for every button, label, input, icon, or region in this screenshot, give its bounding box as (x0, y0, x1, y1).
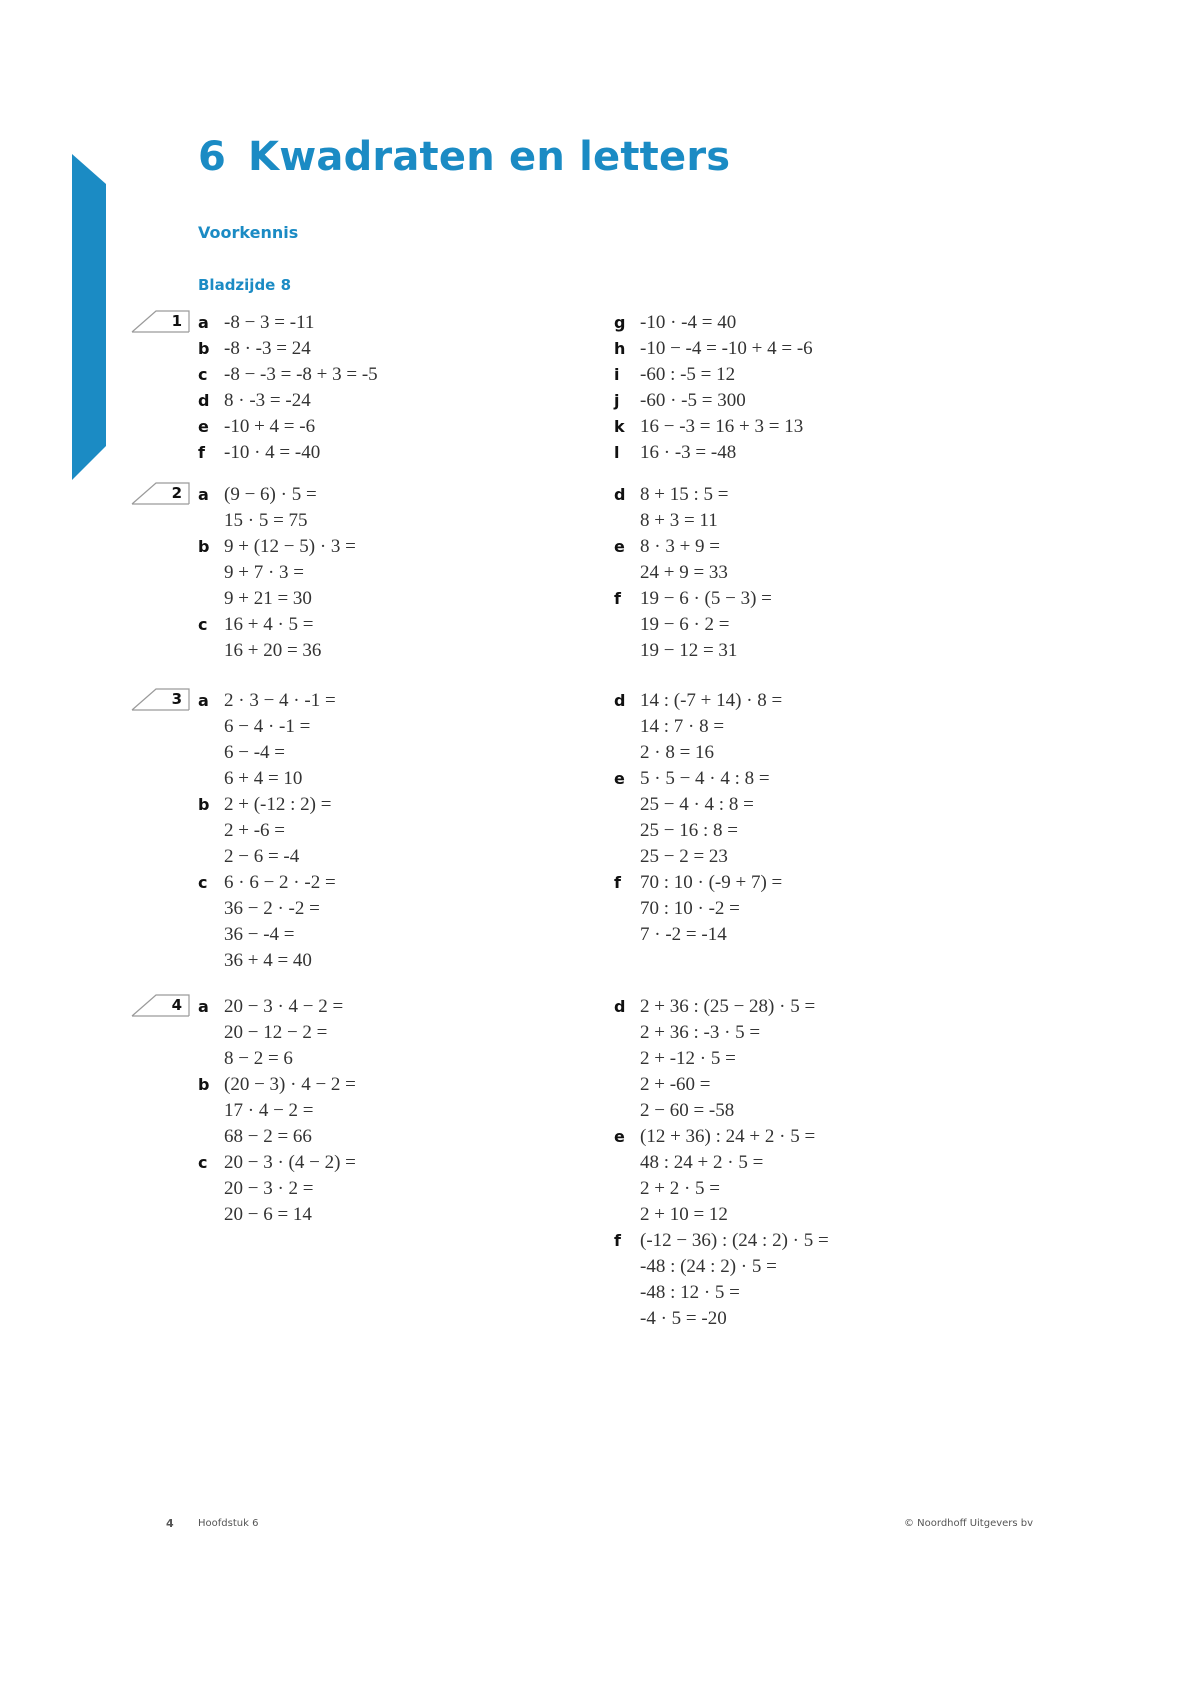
exercise-part-g (614, 310, 813, 336)
exercise-column-left (198, 688, 336, 974)
exercise-part-b (198, 336, 378, 362)
calculation-line: 2 · 8 = 16 (640, 742, 715, 763)
part-letter: d (614, 997, 626, 1016)
exercise-column-right (614, 482, 772, 664)
calculation-line: 2 · 3 − 4 · -1 = (224, 690, 336, 711)
exercise-part-b (198, 792, 336, 870)
exercise-part-i (614, 362, 813, 388)
exercise-part-f (614, 1228, 829, 1332)
part-letter: l (614, 443, 620, 462)
exercise-part-b (198, 1072, 356, 1150)
calculation-line: 15 · 5 = 75 (224, 510, 308, 531)
part-letter: g (614, 313, 626, 332)
exercise-number: 2 (171, 484, 182, 502)
calculation-line: -60 · -5 = 300 (640, 390, 746, 411)
calculation-line: 8 − 2 = 6 (224, 1048, 293, 1069)
exercise-column-left (198, 310, 378, 466)
calculation-line: 14 : 7 · 8 = (640, 716, 725, 737)
exercise-part-l (614, 440, 813, 466)
part-letter: f (614, 873, 621, 892)
exercise-part-d (198, 388, 378, 414)
calculation-line: 19 − 6 · 2 = (640, 614, 730, 635)
calculation-line: 24 + 9 = 33 (640, 562, 728, 583)
exercise-part-h (614, 336, 813, 362)
exercise-number: 1 (171, 312, 182, 330)
calculation-line: -10 · 4 = -40 (224, 442, 321, 463)
chapter-title-text: Kwadraten en letters (248, 134, 731, 180)
exercise-column-left (198, 482, 356, 664)
calculation-line: 9 + (12 − 5) · 3 = (224, 536, 356, 557)
exercise-number-badge (130, 994, 190, 1018)
calculation-line: 8 · 3 + 9 = (640, 536, 721, 557)
exercise-part-a (198, 310, 378, 336)
part-letter: d (614, 691, 626, 710)
calculation-line: 19 − 12 = 31 (640, 640, 738, 661)
exercise-column-right (614, 688, 782, 948)
calculation-line: 8 · -3 = -24 (224, 390, 311, 411)
part-letter: b (198, 339, 210, 358)
calculation-line: 2 + -6 = (224, 820, 286, 841)
calculation-line: 2 − 60 = -58 (640, 1100, 735, 1121)
calculation-line: 2 + 36 : (25 − 28) · 5 = (640, 996, 816, 1017)
calculation-line: -10 + 4 = -6 (224, 416, 316, 437)
calculation-line: 8 + 3 = 11 (640, 510, 718, 531)
part-letter: e (614, 1127, 625, 1146)
exercise-part-c (198, 612, 356, 664)
exercise-part-d (614, 994, 829, 1124)
part-letter: f (198, 443, 205, 462)
calculation-line: 6 − -4 = (224, 742, 286, 763)
exercise-part-k (614, 414, 813, 440)
calculation-line: 36 − -4 = (224, 924, 295, 945)
calculation-line: 2 + (-12 : 2) = (224, 794, 332, 815)
exercise-part-f (198, 440, 378, 466)
exercise-number-badge (130, 310, 190, 334)
calculation-line: 16 − -3 = 16 + 3 = 13 (640, 416, 804, 437)
calculation-line: (20 − 3) · 4 − 2 = (224, 1074, 356, 1095)
exercise-part-a (198, 994, 356, 1072)
part-letter: b (198, 1075, 210, 1094)
part-letter: a (198, 485, 209, 504)
exercise-part-c (198, 870, 336, 974)
part-letter: b (198, 795, 210, 814)
calculation-line: 25 − 2 = 23 (640, 846, 728, 867)
part-letter: f (614, 589, 621, 608)
calculation-line: 20 − 6 = 14 (224, 1204, 312, 1225)
exercise-part-a (198, 482, 356, 534)
footer-chapter: Hoofdstuk 6 (198, 1518, 259, 1529)
calculation-line: 25 − 16 : 8 = (640, 820, 738, 841)
part-letter: e (614, 769, 625, 788)
calculation-line: 20 − 3 · 4 − 2 = (224, 996, 344, 1017)
part-letter: h (614, 339, 626, 358)
calculation-line: (9 − 6) · 5 = (224, 484, 317, 505)
calculation-line: 8 + 15 : 5 = (640, 484, 729, 505)
part-letter: c (198, 615, 208, 634)
part-letter: d (198, 391, 210, 410)
exercise-part-c (198, 362, 378, 388)
exercise-number: 4 (171, 996, 182, 1014)
calculation-line: -10 − -4 = -10 + 4 = -6 (640, 338, 813, 359)
exercise-number-badge (130, 482, 190, 506)
calculation-line: 6 · 6 − 2 · -2 = (224, 872, 336, 893)
calculation-line: 2 + 2 · 5 = (640, 1178, 721, 1199)
exercise-part-e (614, 1124, 829, 1228)
exercise-part-b (198, 534, 356, 612)
calculation-line: 14 : (-7 + 14) · 8 = (640, 690, 783, 711)
calculation-line: 7 · -2 = -14 (640, 924, 727, 945)
calculation-line: 20 − 3 · (4 − 2) = (224, 1152, 356, 1173)
calculation-line: -4 · 5 = -20 (640, 1308, 727, 1329)
part-letter: e (198, 417, 209, 436)
calculation-line: 2 + -12 · 5 = (640, 1048, 736, 1069)
calculation-line: 6 + 4 = 10 (224, 768, 303, 789)
calculation-line: -60 : -5 = 12 (640, 364, 736, 385)
calculation-line: 2 + -60 = (640, 1074, 711, 1095)
calculation-line: 2 + 36 : -3 · 5 = (640, 1022, 761, 1043)
calculation-line: 16 + 20 = 36 (224, 640, 322, 661)
calculation-line: 2 − 6 = -4 (224, 846, 300, 867)
exercise-number-badge (130, 688, 190, 712)
exercise-part-c (198, 1150, 356, 1228)
exercise-part-f (614, 870, 782, 948)
calculation-line: (12 + 36) : 24 + 2 · 5 = (640, 1126, 816, 1147)
exercise-part-a (198, 688, 336, 792)
part-letter: c (198, 365, 208, 384)
calculation-line: 6 − 4 · -1 = (224, 716, 311, 737)
part-letter: d (614, 485, 626, 504)
exercise-part-d (614, 482, 772, 534)
calculation-line: -48 : (24 : 2) · 5 = (640, 1256, 777, 1277)
calculation-line: -8 − 3 = -11 (224, 312, 315, 333)
exercise-number: 3 (171, 690, 182, 708)
footer-page-number: 4 (166, 1517, 174, 1530)
chapter-number: 6 (198, 134, 227, 180)
calculation-line: 20 − 3 · 2 = (224, 1178, 314, 1199)
section-heading: Voorkennis (198, 223, 299, 242)
calculation-line: 36 + 4 = 40 (224, 950, 312, 971)
part-letter: e (614, 537, 625, 556)
calculation-line: 17 · 4 − 2 = (224, 1100, 314, 1121)
part-letter: c (198, 873, 208, 892)
calculation-line: 19 − 6 · (5 − 3) = (640, 588, 772, 609)
calculation-line: -8 − -3 = -8 + 3 = -5 (224, 364, 378, 385)
calculation-line: 9 + 21 = 30 (224, 588, 312, 609)
page-reference: Bladzijde 8 (198, 276, 292, 294)
part-letter: f (614, 1231, 621, 1250)
exercise-part-e (614, 766, 782, 870)
calculation-line: 70 : 10 · -2 = (640, 898, 740, 919)
calculation-line: 70 : 10 · (-9 + 7) = (640, 872, 783, 893)
calculation-line: 36 − 2 · -2 = (224, 898, 320, 919)
part-letter: a (198, 997, 209, 1016)
calculation-line: 25 − 4 · 4 : 8 = (640, 794, 754, 815)
exercise-column-right (614, 310, 813, 466)
exercise-part-f (614, 586, 772, 664)
exercise-part-e (198, 414, 378, 440)
part-letter: c (198, 1153, 208, 1172)
calculation-line: 68 − 2 = 66 (224, 1126, 312, 1147)
part-letter: k (614, 417, 625, 436)
exercise-part-d (614, 688, 782, 766)
calculation-line: 5 · 5 − 4 · 4 : 8 = (640, 768, 770, 789)
calculation-line: (-12 − 36) : (24 : 2) · 5 = (640, 1230, 829, 1251)
footer-copyright: © Noordhoff Uitgevers bv (904, 1518, 1034, 1529)
calculation-line: 2 + 10 = 12 (640, 1204, 728, 1225)
calculation-line: 16 · -3 = -48 (640, 442, 737, 463)
part-letter: i (614, 365, 620, 384)
calculation-line: 9 + 7 · 3 = (224, 562, 305, 583)
calculation-line: -10 · -4 = 40 (640, 312, 737, 333)
exercise-part-j (614, 388, 813, 414)
calculation-line: -8 · -3 = 24 (224, 338, 311, 359)
chapter-title (198, 134, 730, 180)
calculation-line: 48 : 24 + 2 · 5 = (640, 1152, 764, 1173)
exercise-part-e (614, 534, 772, 586)
calculation-line: 16 + 4 · 5 = (224, 614, 314, 635)
part-letter: a (198, 313, 209, 332)
exercise-column-left (198, 994, 356, 1228)
chapter-side-tab (72, 154, 106, 480)
calculation-line: -48 : 12 · 5 = (640, 1282, 740, 1303)
part-letter: a (198, 691, 209, 710)
exercise-column-right (614, 994, 829, 1332)
part-letter: b (198, 537, 210, 556)
calculation-line: 20 − 12 − 2 = (224, 1022, 328, 1043)
part-letter: j (614, 391, 620, 410)
